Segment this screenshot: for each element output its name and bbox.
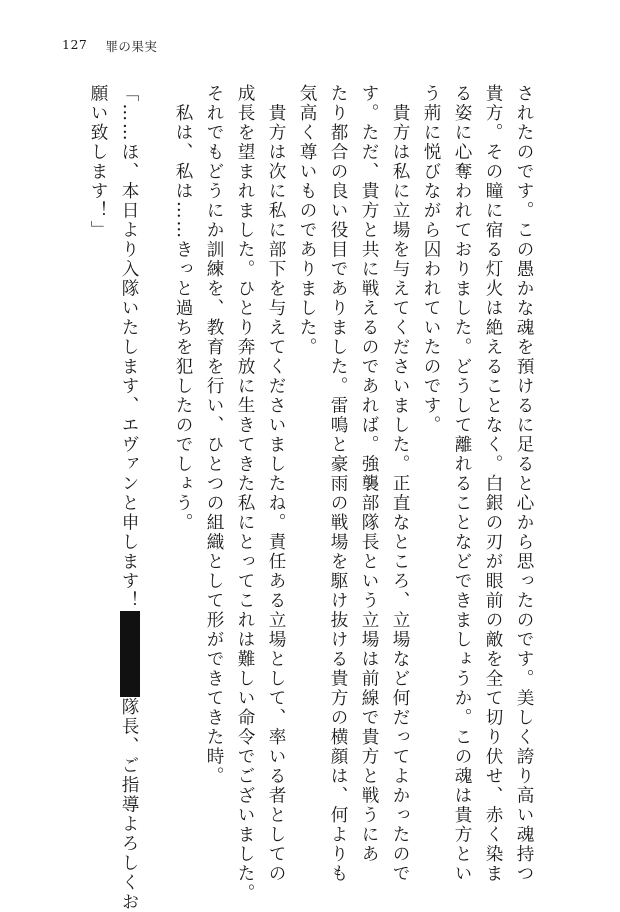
text-line: 貴方。その瞳に宿る灯火は絶えることなく。白銀の刃が眼前の敵を全て切り伏せ、赤く染ま bbox=[482, 84, 504, 884]
vertical-text-body bbox=[80, 84, 535, 844]
text-line: 気高く尊いものでありました。 bbox=[296, 84, 318, 357]
text-line: う荊に悦びながら囚われていたのです。 bbox=[420, 84, 442, 435]
running-header bbox=[62, 37, 157, 55]
text-line: 成長を望まれました。ひとり奔放に生きてきた私にとってこれは難しい命令でございました。 bbox=[234, 84, 256, 903]
text-line: 私は、私は……きっと過ちを犯したのでしょう。 bbox=[172, 84, 194, 533]
dialogue-text-cont: 隊長、ご指導よろしくお bbox=[119, 698, 139, 912]
text-line: る姿に心奪われておりました。どうして離れることなどできましょうか。この魂は貴方とい bbox=[451, 84, 473, 884]
text-line: それでもどうにか訓練を、教育を行い、ひとつの組織として形ができてきた時。 bbox=[203, 84, 225, 786]
text-line: 貴方は私に立場を与えてくださいました。正直なところ、立場など何だってよかったので bbox=[389, 84, 411, 884]
text-line: されたのです。この愚かな魂を預けるに足ると心から思ったのです。美しく誇り高い魂持つ bbox=[513, 84, 535, 884]
redaction-bar bbox=[120, 611, 140, 697]
text-line: 貴方は次に私に部下を与えてくださいましたね。責任ある立場として、率いる者としての bbox=[265, 84, 287, 884]
dialogue-line bbox=[118, 84, 140, 912]
chapter-title: 罪の果実 bbox=[105, 37, 157, 55]
page-number: 127 bbox=[62, 37, 87, 55]
text-line: す。ただ、貴方と共に戦えるのであれば。強襲部隊長という立場は前線で貴方と戦うにあ bbox=[358, 84, 380, 864]
dialogue-line: 願い致します！」 bbox=[87, 84, 109, 240]
text-line: たり都合の良い役目でありました。雷鳴と豪雨の戦場を駆け抜ける貴方の横顔は、何よりも bbox=[327, 84, 349, 884]
dialogue-text: 「……ほ、本日より入隊いたします、エヴァンと申します！ bbox=[119, 84, 139, 611]
